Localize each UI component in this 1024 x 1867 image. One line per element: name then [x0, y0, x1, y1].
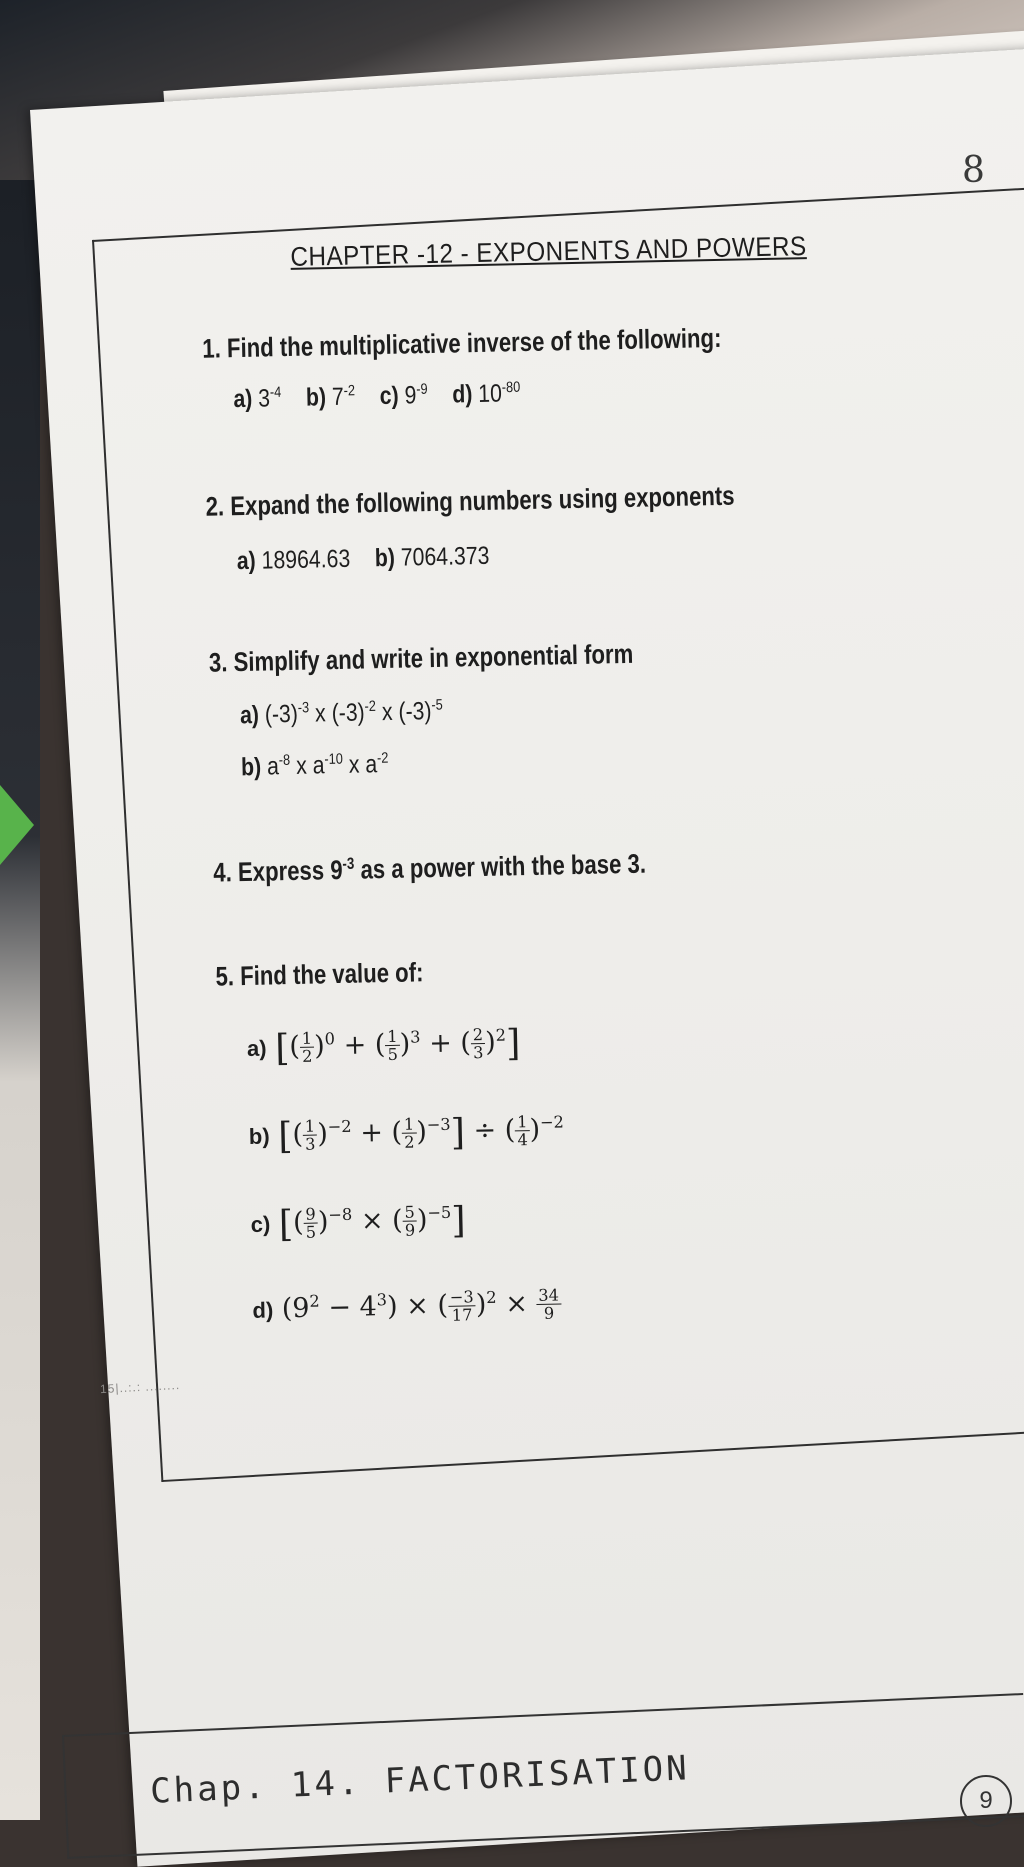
option-d: d) $10^{-80}$: [452, 379, 521, 409]
question-3: [209, 639, 634, 679]
question-1-options: [233, 379, 539, 415]
question-number: 5.: [215, 961, 235, 992]
question-3-option-b: b) $a^{-8}$ x $a^{-10}$ x $a^{-2}$: [240, 749, 389, 782]
handwritten-chapter-note: Chap. 14. FACTORISATION: [149, 1748, 691, 1812]
option-c: c) $9^{-9}$: [379, 381, 428, 411]
chapter-title: CHAPTER -12 - EXPONENTS AND POWERS: [290, 231, 807, 272]
background-left-edge: [0, 180, 40, 1820]
question-text: Expand the following numbers using exponents: [229, 480, 735, 522]
option-b: b) $7^{-2}$: [305, 382, 356, 412]
question-1: [202, 323, 722, 365]
page-corner-mark: 8: [962, 150, 985, 191]
question-text-after: as a power with the base 3.: [354, 848, 647, 885]
question-2: [205, 481, 735, 523]
question-text-before: Express 9: [237, 854, 343, 888]
question-5: [215, 957, 424, 992]
print-stamp: 15|..:.: ........: [99, 1377, 181, 1397]
question-5-option-c: c) [( $\frac{9}{5}$ )$^{-8}$ × ( $\frac{5}{9}$ )$^{-5}$]: [250, 1198, 467, 1246]
question-3-option-a: a) $(-3)^{-3}$ x $(-3)^{-2}$ x $(-3)^{-5}$: [239, 696, 443, 730]
expression-3a: $(-3)^{-3}$ x $(-3)^{-2}$ x $(-3)^{-5}$: [264, 696, 443, 729]
question-text: Find the multiplicative inverse of the following:: [226, 322, 722, 364]
expression-3b: $a^{-8}$ x $a^{-10}$ x $a^{-2}$: [266, 749, 389, 781]
next-page-corner-mark: 9: [960, 1775, 1012, 1827]
question-number: 4.: [213, 857, 233, 888]
question-text: Find the value of:: [239, 957, 424, 992]
option-a: a) $3^{-4}$: [233, 384, 282, 414]
question-exponent: -3: [342, 854, 355, 873]
option-b: b) 7064.373: [374, 541, 490, 573]
question-2-options: [237, 541, 509, 576]
question-5-option-a: a) [( $\frac{1}{2}$ )$^0$ + ( $\frac{1}{5}$ )$^3$ + ( $\frac{2}{3}$ )$^2$]: [246, 1021, 521, 1070]
worksheet-content: [190, 220, 973, 1356]
question-4: [213, 849, 646, 889]
question-number: 3.: [208, 647, 228, 678]
question-number: 1.: [202, 333, 222, 364]
question-5-option-b: b) [( $\frac{1}{3}$ )$^{-2}$ + ( $\frac{1}{2}$ )$^{-3}$] ÷ ( $\frac{1}{4}$ )$^{-2}$: [248, 1110, 565, 1158]
question-5-option-d: d) $(9^2 - 4^3)$ × ( $\frac{-3}{17}$ )$^2$ × $\frac{34}{9}$: [252, 1285, 560, 1325]
option-a: a) 18964.63: [236, 544, 351, 576]
green-tab-marker: [0, 785, 34, 865]
question-number: 2.: [205, 491, 225, 522]
question-text: Simplify and write in exponential form: [233, 638, 634, 678]
